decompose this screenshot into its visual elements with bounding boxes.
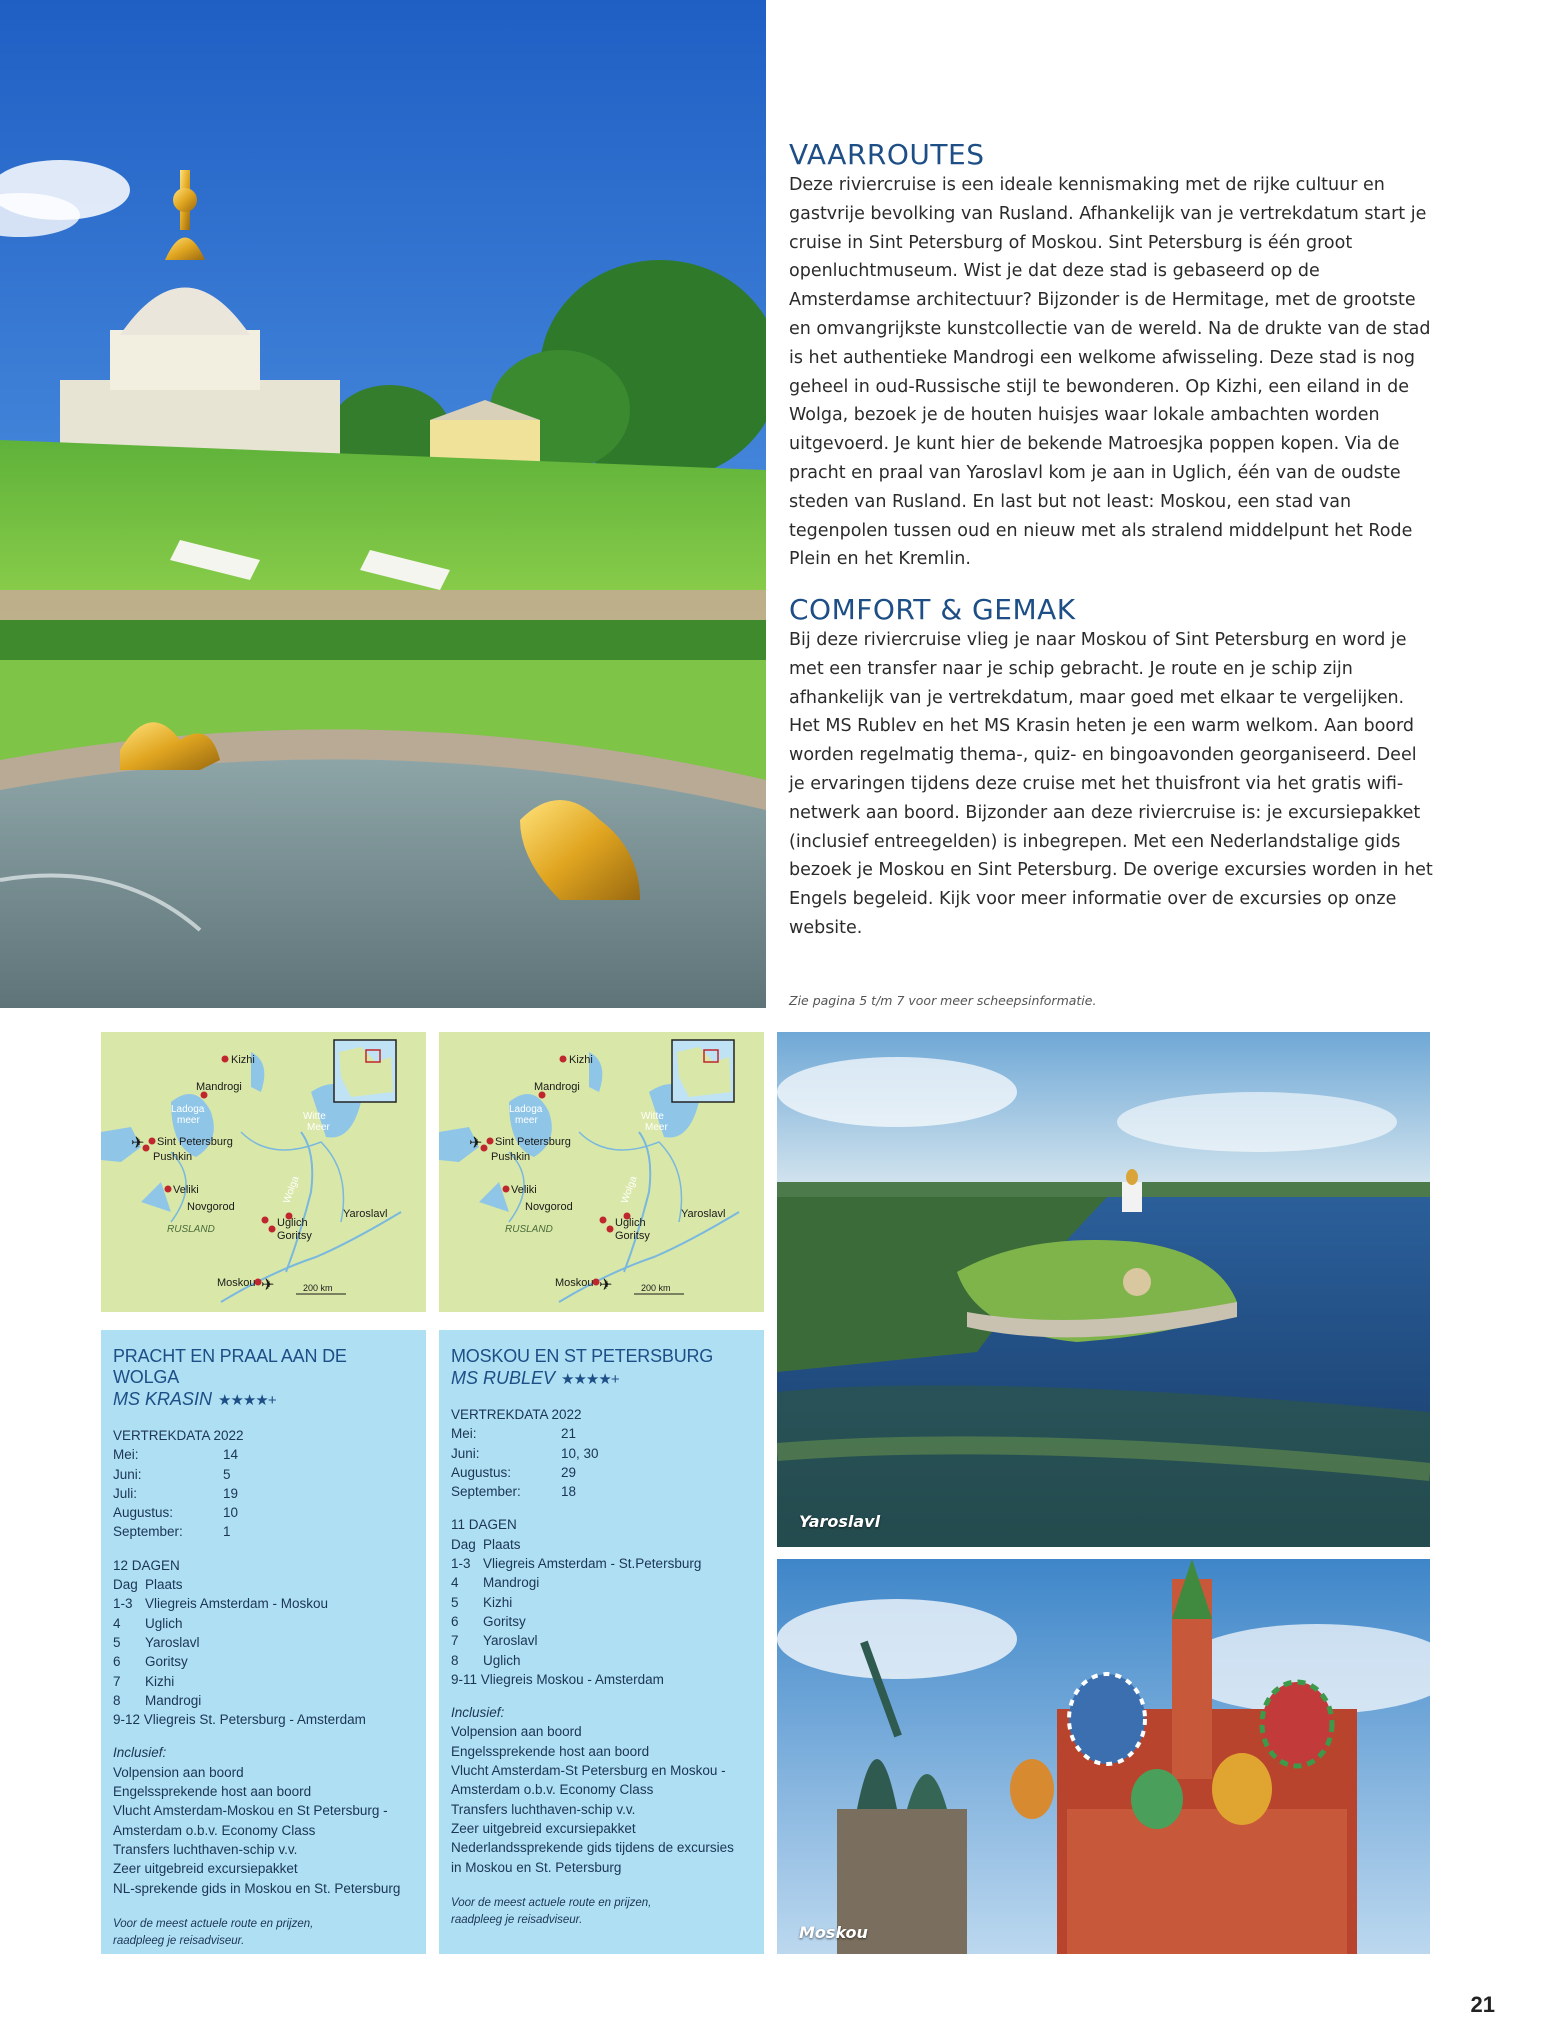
inclusion-item: Engelssprekende host aan boord [113, 1784, 312, 1800]
map-label-veliki: Veliki [173, 1184, 199, 1196]
date-row: Mei: 21 [451, 1426, 577, 1442]
box-footer [451, 1895, 752, 1929]
inclusions-header: Inclusief: [451, 1705, 505, 1721]
itinerary-row: 9-12 Vliegreis St. Petersburg - Amsterdam [113, 1712, 366, 1728]
date-row: Juni: 5 [113, 1466, 231, 1482]
airplane-icon: ✈ [261, 1277, 275, 1294]
airplane-icon: ✈ [131, 1135, 145, 1152]
duration: 12 DAGEN [113, 1557, 180, 1573]
section-heading: COMFORT & GEMAK [789, 593, 1076, 626]
itinerary-header: Dag Plaats [113, 1577, 183, 1593]
dates-list [451, 1424, 752, 1501]
map-water-witte-meer: Meer [307, 1122, 330, 1133]
inclusion-item: Vlucht Amsterdam-Moskou en St Petersburg - [113, 1803, 388, 1819]
inclusion-item: Nederlandssprekende gids tijdens de excursies [451, 1840, 734, 1856]
map-water-wolga: Wolga [281, 1174, 302, 1206]
itinerary-row: 1-3 Vliegreis Amsterdam - St.Petersburg [451, 1556, 702, 1572]
photo-moskou [777, 1559, 1430, 1954]
map-label-kizhi: Kizhi [569, 1054, 593, 1066]
map-scale: 200 km [641, 1283, 671, 1293]
map-water-wolga: Wolga [619, 1174, 640, 1206]
map-water-witte: Witte [641, 1111, 664, 1122]
inclusion-item: Zeer uitgebreid excursiepakket [113, 1861, 298, 1877]
star-rating-icon: ★★★★+ [561, 1371, 619, 1388]
itinerary-row: 7 Kizhi [113, 1673, 175, 1689]
box-ship-name [113, 1388, 414, 1412]
cruise-info-box-rublev [439, 1330, 764, 1954]
star-rating-icon: ★★★★+ [218, 1392, 276, 1409]
section-heading: VAARROUTES [789, 138, 985, 171]
map-label-sint-petersburg: Sint Petersburg [495, 1136, 571, 1148]
ship-name: MS KRASIN [113, 1389, 213, 1409]
inclusion-item: Zeer uitgebreid excursiepakket [451, 1820, 636, 1836]
itinerary-row: 4 Uglich [113, 1615, 183, 1631]
inclusions-header: Inclusief: [113, 1745, 167, 1761]
itinerary-row: 1-3 Vliegreis Amsterdam - Moskou [113, 1596, 329, 1612]
map-label-kizhi: Kizhi [231, 1054, 255, 1066]
map-water-meer: meer [177, 1115, 200, 1126]
footer-line: raadpleeg je reisadviseur. [451, 1913, 583, 1926]
inclusions-list [113, 1763, 414, 1898]
airplane-icon: ✈ [599, 1277, 613, 1294]
cruise-info-box-krasin [101, 1330, 426, 1954]
date-row: September: 18 [451, 1484, 577, 1500]
hero-photo-peterhof [0, 0, 766, 1008]
itinerary-row: 5 Kizhi [451, 1594, 513, 1610]
footer-line: raadpleeg je reisadviseur. [113, 1934, 245, 1947]
page-number: 21 [1470, 1992, 1495, 2017]
photo-caption: Yaroslavl [799, 1512, 881, 1531]
map-label-sint-petersburg: Sint Petersburg [157, 1136, 233, 1148]
map-water-ladoga: Ladoga [171, 1104, 205, 1115]
map-label-moskou: Moskou [555, 1277, 594, 1289]
inclusion-item: Engelssprekende host aan boord [451, 1743, 650, 1759]
photo-caption: Moskou [799, 1923, 868, 1942]
box-title: MOSKOU EN ST PETERSBURG [451, 1346, 714, 1366]
inclusion-item: in Moskou en St. Petersburg [451, 1859, 622, 1875]
map-label-novgorod: Novgorod [525, 1201, 573, 1213]
ship-info-note: Zie pagina 5 t/m 7 voor meer scheepsinformatie. [789, 993, 1097, 1008]
dates-header: VERTREKDATA 2022 [451, 1407, 582, 1422]
route-map-krasin [101, 1032, 426, 1312]
footer-line: Voor de meest actuele route en prijzen, [113, 1917, 314, 1930]
inclusions-list [451, 1722, 752, 1876]
route-map-rublev [439, 1032, 764, 1312]
map-label-pushkin: Pushkin [153, 1151, 193, 1163]
map-label-uglich: Uglich [277, 1217, 308, 1229]
box-footer [113, 1916, 414, 1950]
map-scale: 200 km [303, 1283, 333, 1293]
date-row: Mei: 14 [113, 1447, 239, 1463]
itinerary [113, 1575, 414, 1729]
inclusion-item: Volpension aan boord [451, 1724, 582, 1740]
itinerary-header: Dag Plaats [451, 1536, 521, 1552]
date-row: Augustus: 29 [451, 1464, 577, 1480]
duration: 11 DAGEN [451, 1517, 517, 1533]
itinerary-row: 8 Mandrogi [113, 1692, 202, 1708]
itinerary [451, 1535, 752, 1689]
dates-list [113, 1445, 414, 1541]
map-label-uglich: Uglich [615, 1217, 646, 1229]
section-body: Deze riviercruise is een ideale kennismaking met de rijke cultuur en gastvrije bevolking van Rusland. Afhankelijk van je vertrekdatum start je cruise in Sint Petersburg of Moskou. Sint Petersburg is één groot openluchtmuseum. Wist je dat deze stad is gebaseerd op de Amsterdamse architectuur? Bijzonder is de Hermitage, met de grootste en omvangrijkste kunstcollectie van de wereld. Na de drukte van de stad is het authentieke Mandrogi een welkome afwisseling. Deze stad is nog geheel in oud-Russische stijl te bewonderen. Op Kizhi, een eiland in de Wolga, bezoek je de houten huisjes waar lokale ambachten worden uitgevoerd. Je kunt hier de bekende Matroesjka poppen kopen. Via de pracht en praal van Yaroslavl kom je aan in Uglich, één van de oudste steden van Rusland. En last but not least: Moskou, een stad van tegenpolen tussen oud en nieuw met als stralend middelpunt het Rode Plein en het Kremlin. [789, 175, 1431, 570]
map-water-witte-meer: Meer [645, 1122, 668, 1133]
map-water-witte: Witte [303, 1111, 326, 1122]
section-body: Bij deze riviercruise vlieg je naar Moskou of Sint Petersburg en word je met een transfer naar je schip gebracht. Je route en je schip zijn afhankelijk van je vertrekdatum, maar goed met elkaar te vergelijken. Het MS Rublev en het MS Krasin heten je een warm welkom. Aan boord worden regelmatig thema-, quiz- en bingoavonden georganiseerd. Deel je ervaringen tijdens deze cruise met het thuisfront via het gratis wifi-netwerk aan boord. Bijzonder aan deze riviercruise is: je excursiepakket (inclusief entreegelden) is inbegrepen. Met een Nederlandstalige gids bezoek je Moskou en Sint Petersburg. De overige excursies worden in het Engels begeleid. Kijk voor meer informatie over de excursies op onze website. [789, 630, 1433, 938]
map-label-novgorod: Novgorod [187, 1201, 235, 1213]
inclusion-item: Vlucht Amsterdam-St Petersburg en Moskou - [451, 1763, 726, 1779]
inclusion-item: Amsterdam o.b.v. Economy Class [451, 1782, 654, 1798]
map-label-yaroslavl: Yaroslavl [343, 1208, 388, 1220]
itinerary-row: 7 Yaroslavl [451, 1633, 538, 1649]
dates-header: VERTREKDATA 2022 [113, 1428, 244, 1443]
date-row: Juli: 19 [113, 1485, 239, 1501]
map-country: RUSLAND [505, 1224, 553, 1235]
map-country: RUSLAND [167, 1224, 215, 1235]
inclusion-item: NL-sprekende gids in Moskou en St. Petersburg [113, 1880, 401, 1896]
inclusion-item: Transfers luchthaven-schip v.v. [451, 1801, 636, 1817]
map-label-yaroslavl: Yaroslavl [681, 1208, 726, 1220]
map-label-mandrogi: Mandrogi [534, 1081, 580, 1093]
map-label-goritsy: Goritsy [277, 1230, 312, 1242]
map-water-ladoga: Ladoga [509, 1104, 543, 1115]
map-label-mandrogi: Mandrogi [196, 1081, 242, 1093]
date-row: Juni: 10, 30 [451, 1445, 599, 1461]
section-comfort-gemak [789, 593, 1434, 943]
footer-line: Voor de meest actuele route en prijzen, [451, 1896, 652, 1909]
inclusion-item: Volpension aan boord [113, 1764, 244, 1780]
section-vaarroutes [789, 138, 1434, 574]
map-label-moskou: Moskou [217, 1277, 256, 1289]
date-row: September: 1 [113, 1524, 231, 1540]
ship-name: MS RUBLEV [451, 1368, 556, 1388]
date-row: Augustus: 10 [113, 1505, 239, 1521]
itinerary-row: 4 Mandrogi [451, 1575, 540, 1591]
map-water-meer: meer [515, 1115, 538, 1126]
map-label-goritsy: Goritsy [615, 1230, 650, 1242]
inclusion-item: Transfers luchthaven-schip v.v. [113, 1841, 298, 1857]
itinerary-row: 9-11 Vliegreis Moskou - Amsterdam [451, 1671, 664, 1687]
inclusion-item: Amsterdam o.b.v. Economy Class [113, 1822, 316, 1838]
airplane-icon: ✈ [469, 1135, 483, 1152]
itinerary-row: 6 Goritsy [451, 1613, 526, 1629]
itinerary-row: 8 Uglich [451, 1652, 521, 1668]
box-ship-name [451, 1367, 752, 1391]
box-title: PRACHT EN PRAAL AAN DE WOLGA [113, 1346, 347, 1387]
itinerary-row: 5 Yaroslavl [113, 1634, 200, 1650]
map-label-pushkin: Pushkin [491, 1151, 531, 1163]
itinerary-row: 6 Goritsy [113, 1654, 188, 1670]
photo-yaroslavl [777, 1032, 1430, 1547]
map-label-veliki: Veliki [511, 1184, 537, 1196]
